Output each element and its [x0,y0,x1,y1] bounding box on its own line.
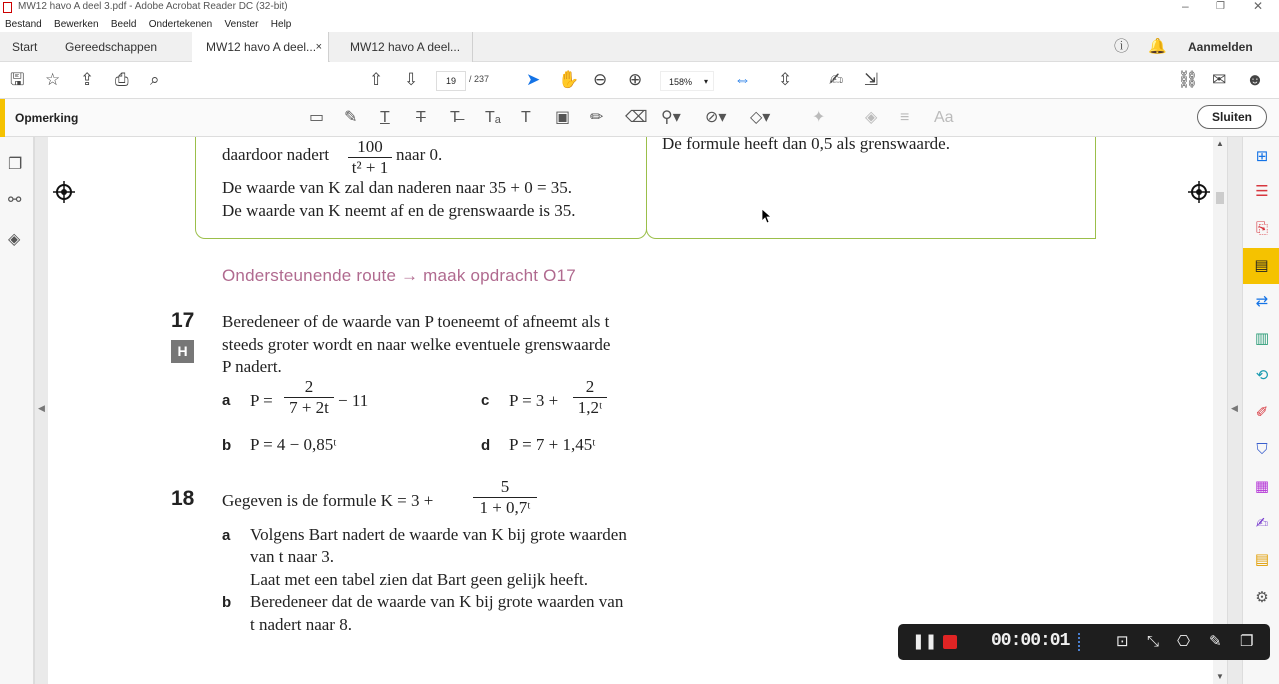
menu-help[interactable]: Help [270,19,292,30]
left-navigation-panel [0,137,34,684]
comment-accent [0,99,5,137]
tab-document-active[interactable] [192,32,329,62]
combine-files-icon[interactable]: ⇄ [1255,293,1269,310]
sign-in-button[interactable]: Aanmelden [1188,40,1253,54]
q18-b-line1: Beredeneer dat de waarde van K bij grote waarden van [250,592,624,611]
bookmark-star-icon[interactable]: ☆ [45,70,61,89]
menu-bewerken[interactable]: Bewerken [54,19,99,30]
q17-c-label: c [481,392,490,409]
user-add-icon[interactable]: ☻ [1246,70,1264,89]
vertical-scrollbar[interactable] [1213,137,1227,684]
help-icon[interactable]: ⓘ [1114,38,1130,55]
organize-pages-icon[interactable]: ☰ [1255,183,1269,200]
close-tab-icon[interactable]: × [315,41,322,53]
insert-text-icon[interactable]: Tₐ [485,109,501,126]
chevron-down-icon: ▾ [703,77,708,86]
scroll-mode-icon[interactable]: ⇳ [778,70,793,89]
edit-pdf-icon[interactable]: ▦ [1254,478,1270,495]
q17-c-fraction: 2 1,2ᵗ [573,377,607,418]
collapse-left-icon[interactable]: ◀ [38,403,45,413]
eraser-icon[interactable]: ⌫ [625,109,648,126]
screenshot-region-icon[interactable]: ⊡ [1116,633,1129,650]
zoom-value: 158% [669,77,693,87]
comment-tool-icon[interactable]: ▤ [1243,248,1279,284]
previous-page-icon[interactable]: ⇧ [369,70,384,89]
zoom-out-icon[interactable]: ⊖ [593,70,608,89]
print-icon[interactable]: ⎙ [115,70,129,89]
question-17-number: 17 [171,309,195,332]
q18-intro-pre: Gegeven is de formule K = 3 + [222,491,434,510]
protect-shield-icon[interactable]: ⛉ [1256,441,1268,458]
tab-start[interactable]: Start [12,40,38,54]
main-toolbar [0,62,1279,99]
close-comment-button[interactable]: Sluiten [1197,105,1267,129]
font-size-icon: Aa [934,109,954,126]
page-thumbnails-icon[interactable]: ❐ [8,156,23,173]
q18-a-label: a [222,527,231,544]
scan-ocr-icon[interactable]: ⟲ [1255,367,1269,384]
support-route-heading[interactable]: Ondersteunende route → maak opdracht O17 [222,266,576,285]
scroll-thumb[interactable] [1216,192,1224,204]
menu-venster[interactable]: Venster [224,19,259,30]
export-pdf-icon[interactable]: ⎘ [1255,220,1268,237]
comment-title: Opmerking [15,111,79,125]
q18-a-line2: van t naar 3. [250,547,335,566]
zoom-in-icon[interactable]: ⊕ [628,70,643,89]
fraction-100: 100 t² + 1 [348,137,392,178]
link-icon[interactable]: ⛓ [1177,70,1199,89]
q18-fraction: 5 1 + 0,7ᵗ [473,477,537,518]
q17-line2: steeds groter wordt en naar welke eventuele grenswaarde [222,335,611,354]
layers-icon[interactable]: ◈ [8,231,21,248]
menu-bar [0,16,1279,32]
pdf-page [48,137,1227,684]
attachments-icon[interactable]: ⚯ [8,192,22,209]
highlight-icon[interactable]: ✎ [344,109,358,126]
q17-a-pre: P = [250,391,273,410]
zoom-search-icon[interactable]: ⌕ [150,70,160,89]
replace-text-icon[interactable]: T̶ [450,109,460,126]
box-left-line1-pre: daardoor nadert [222,145,330,164]
page-total: / 237 [469,74,490,84]
fill-sign-icon[interactable]: ✐ [1255,404,1269,421]
menu-ondertekenen[interactable]: Ondertekenen [148,19,213,30]
q17-line3: P nadert. [222,357,282,376]
hint-badge: H [171,340,194,363]
create-pdf-icon[interactable]: ⊞ [1255,148,1269,165]
tab-document-label: MW12 havo A deel... [206,40,317,54]
acrobat-icon [3,2,12,13]
compress-pdf-icon[interactable]: ▥ [1254,330,1270,347]
q17-b-label: b [222,437,232,454]
maximize-button[interactable]: ❐ [1216,1,1225,12]
question-18-number: 18 [171,487,195,510]
q17-line1: Beredeneer of de waarde van P toeneemt of afneemt als t [222,312,610,331]
box-left-line1-post: naar 0. [396,145,443,164]
box-left-line3: De waarde van K neemt af en de grenswaarde is 35. [222,201,576,220]
upload-cloud-icon[interactable]: ⇪ [80,70,95,89]
scroll-down-icon[interactable]: ▼ [1216,672,1224,681]
page-number-input[interactable]: 19 [436,71,466,91]
request-signature-icon[interactable]: ✍ [1255,515,1269,532]
camera-icon[interactable]: ⎔ [1177,633,1191,650]
q17-b-expr: P = 4 − 0,85ᵗ [250,435,337,454]
save-icon[interactable]: 🖫 [10,70,25,89]
collapse-right-icon[interactable]: ◀ [1231,403,1238,413]
tab-bar [0,32,1279,62]
line-style-icon: ≡ [900,109,910,126]
page-fit-icon[interactable]: ⇔ [734,70,751,89]
stop-record-icon[interactable] [943,635,957,649]
prepare-form-icon[interactable]: ▤ [1254,551,1270,568]
attach-icon[interactable]: ⊘▾ [705,109,727,126]
sticky-note-icon[interactable]: ▭ [309,109,325,126]
tab-document[interactable]: MW12 havo A deel... [330,32,473,62]
q18-b-label: b [222,594,232,611]
tab-gereedschappen[interactable]: Gereedschappen [65,40,158,54]
fill-color-icon: ◈ [865,109,878,126]
mouse-cursor-icon [762,209,772,224]
pin-icon: ✦ [812,109,826,126]
q18-a-line3: Laat met een tabel zien dat Bart geen gelijk heeft. [250,570,588,589]
close-window-button[interactable]: ✕ [1253,0,1264,13]
q17-c-pre: P = 3 + [509,391,559,410]
menu-beeld[interactable]: Beeld [110,19,137,30]
stamp-icon[interactable]: ⚲▾ [661,109,681,126]
pencil-icon[interactable]: ✏ [590,109,604,126]
q18-b-line2: t nadert naar 8. [250,615,352,634]
screen-recorder-bar [898,624,1270,660]
share-icon[interactable]: ⇲ [864,70,879,89]
select-cursor-icon[interactable]: ➤ [526,70,541,89]
minimize-recorder-icon[interactable]: ❐ [1240,633,1254,650]
left-collapse-gutter[interactable] [35,137,49,684]
audio-level-indicator [1078,633,1082,651]
collapse-icon[interactable]: ⤡ [1147,633,1160,650]
email-icon[interactable]: ✉ [1212,70,1227,89]
next-page-icon[interactable]: ⇩ [404,70,419,89]
crosshair-target-icon [53,181,75,203]
zoom-level-select[interactable] [660,71,714,91]
recording-timer: 00:00:01 [991,631,1070,651]
title-bar [0,0,1279,16]
minimize-button[interactable]: – [1182,0,1189,13]
strikethrough-icon[interactable]: T [416,109,426,126]
right-tools-panel [1242,137,1279,684]
q17-d-expr: P = 7 + 1,45ᵗ [509,435,596,454]
menu-bestand[interactable]: Bestand [5,19,42,30]
box-right-line1: De formule heeft dan 0,5 als grenswaarde. [662,137,950,153]
shapes-icon[interactable]: ◇▾ [750,109,771,126]
right-collapse-gutter[interactable] [1228,137,1242,684]
notifications-bell-icon[interactable]: 🔔 [1148,38,1167,55]
q17-d-label: d [481,437,491,454]
pause-icon[interactable]: ❚❚ [912,633,938,650]
underline-text-icon[interactable]: T [380,109,390,126]
q17-a-label: a [222,392,231,409]
window-title: MW12 havo A deel 3.pdf - Adobe Acrobat Reader DC (32-bit) [18,1,288,12]
q17-a-post: − 11 [338,391,369,410]
box-left-line2: De waarde van K zal dan naderen naar 35 + 0 = 35. [222,178,573,197]
q18-a-line1: Volgens Bart nadert de waarde van K bij grote waarden [250,525,627,544]
sign-icon[interactable]: ✍ [829,70,844,89]
more-tools-icon[interactable]: ⚙ [1255,589,1269,606]
hand-tool-icon[interactable]: ✋ [558,70,580,89]
scroll-up-icon[interactable]: ▲ [1216,139,1224,148]
q17-a-fraction: 2 7 + 2t [284,377,334,418]
comment-toolbar [0,99,1279,137]
draw-pen-icon[interactable]: ✎ [1209,633,1222,650]
crosshair-target-icon [1188,181,1210,203]
add-text-icon[interactable]: T [521,109,531,126]
text-box-icon[interactable]: ▣ [555,109,571,126]
